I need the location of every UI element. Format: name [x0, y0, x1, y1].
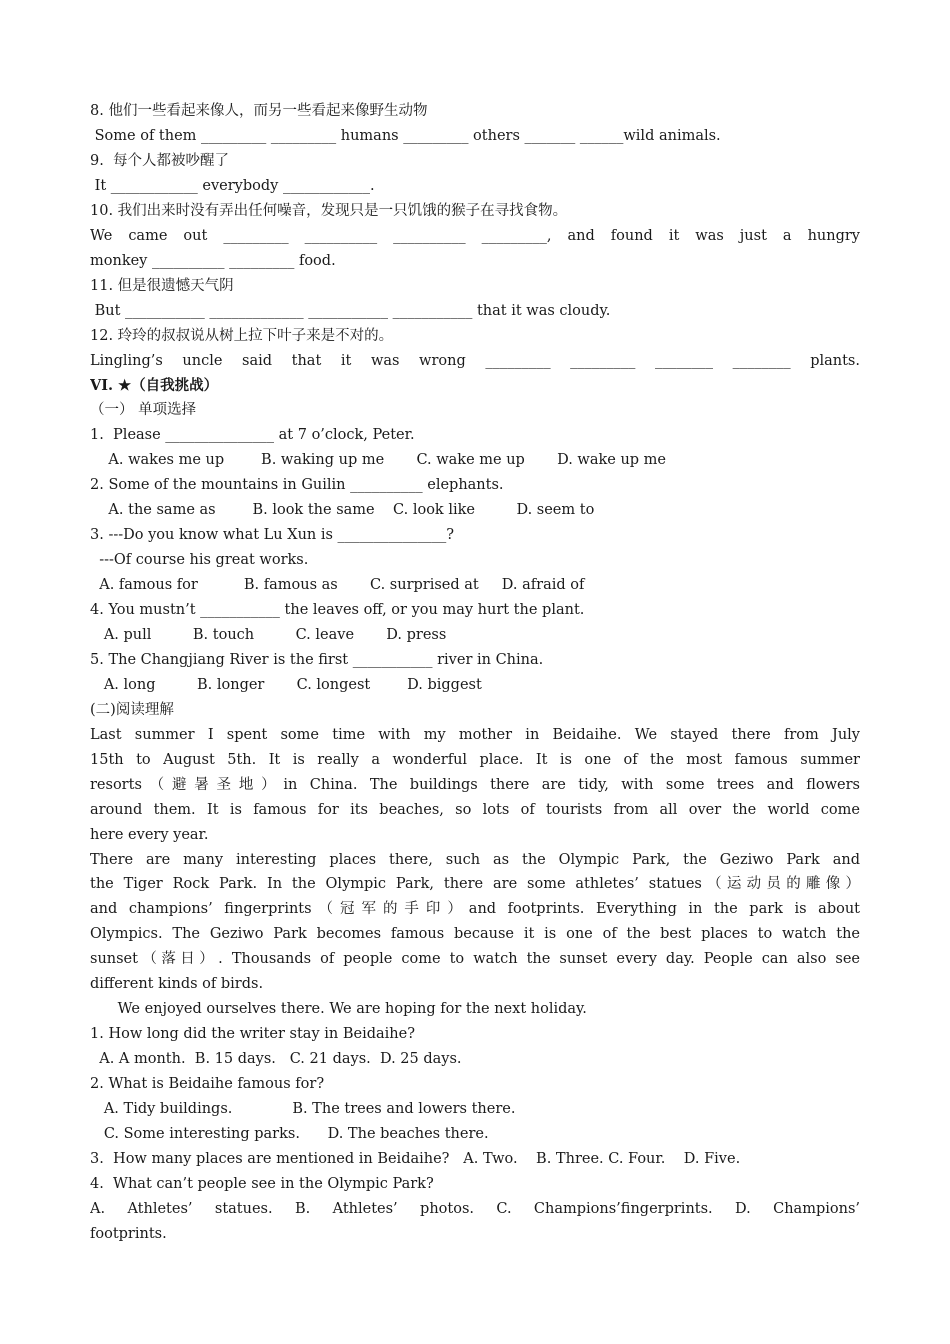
text-line: 4. You mustn’t ___________ the leaves off, or you may hurt the plant. — [90, 602, 585, 618]
text-line: （一） 单项选择 — [90, 402, 197, 419]
text-line: There are many interesting places there, such as the Olympic Park, the Geziwo Park and — [90, 851, 860, 868]
text-line: 3. How many places are mentioned in Beidaihe? A. Two. B. Three. C. Four. D. Five. — [90, 1150, 741, 1167]
text-line: 2. What is Beidaihe famous for? — [90, 1076, 325, 1092]
text-line: A. the same as B. look the same C. look like D. seem to — [90, 502, 595, 519]
text-line: A. famous for B. famous as C. surprised at D. afraid of — [90, 577, 585, 593]
text-line: A. Athletes’ statues. B. Athletes’ photos. C. Champions’fingerprints. D. Champions’ — [90, 1200, 860, 1217]
text-line: 2. Some of the mountains in Guilin __________ elephants. — [90, 477, 504, 494]
text-line: footprints. — [90, 1225, 167, 1242]
text-line: the Tiger Rock Park. In the Olympic Park, there are some athletes’ statues（运动员的雕像） — [90, 876, 860, 893]
text-line: 3. ---Do you know what Lu Xun is _______________? — [90, 527, 455, 544]
text-line: around them. It is famous for its beaches, so lots of tourists from all over the world come — [90, 801, 860, 818]
text-line: But ___________ _____________ ___________ ___________ that it was cloudy. — [90, 302, 611, 319]
text-line: monkey __________ _________ food. — [90, 252, 336, 269]
text-line: Some of them _________ _________ humans _________ others _______ ______wild animals. — [90, 128, 721, 144]
text-line: 1. How long did the writer stay in Beidaihe? — [90, 1026, 415, 1043]
text-line: C. Some interesting parks. D. The beaches there. — [90, 1125, 489, 1142]
text-line: Lingling’s uncle said that it was wrong _________ _________ ________ ________ plants. — [90, 352, 860, 369]
text-line: A. wakes me up B. waking up me C. wake me up D. wake up me — [90, 452, 667, 469]
text-line: We came out _________ __________ __________ _________, and found it was just a hungry — [90, 227, 860, 244]
text-line: 15th to August 5th. It is really a wonderful place. It is one of the most famous summer — [90, 751, 860, 768]
text-line: A. long B. longer C. longest D. biggest — [90, 676, 482, 693]
text-line: and champions’ fingerprints（冠军的手印）and footprints. Everything in the park is about — [90, 901, 860, 918]
text-line: 1. Please _______________ at 7 o’clock, Peter. — [90, 427, 415, 444]
text-line: resorts（避暑圣地）in China. The buildings there are tidy, with some trees and flowers — [90, 776, 860, 793]
text-line: Last summer I spent some time with my mother in Beidaihe. We stayed there from July — [90, 726, 860, 743]
text-line: ---Of course his great works. — [90, 552, 309, 569]
text-line: 9. 每个人都被吵醒了 — [90, 152, 230, 169]
text-line: 11. 但是很遗憾天气阴 — [90, 277, 234, 294]
text-line: VI. ★（自我挑战） — [90, 377, 219, 395]
text-line: A. A month. B. 15 days. C. 21 days. D. 25 days. — [90, 1051, 462, 1068]
text-line: different kinds of birds. — [90, 976, 264, 993]
text-line: Olympics. The Geziwo Park becomes famous because it is one of the best places to watch the — [90, 926, 860, 943]
text-line: 10. 我们出来时没有弄出任何噪音，发现只是一只饥饿的猴子在寻找食物。 — [90, 202, 568, 219]
text-line: sunset（落日）. Thousands of people come to watch the sunset every day. People can also see — [90, 951, 860, 968]
text-line: here every year. — [90, 826, 209, 843]
text-line: A. pull B. touch C. leave D. press — [90, 626, 447, 643]
text-line: 4. What can’t people see in the Olympic Park? — [90, 1175, 434, 1192]
text-line: It ____________ everybody ____________. — [90, 177, 375, 194]
text-line: 12. 玲玲的叔叔说从树上拉下叶子来是不对的。 — [90, 327, 394, 344]
text-line: 8. 他们一些看起来像人，而另一些看起来像野生动物 — [90, 103, 428, 119]
text-line: (二)阅读理解 — [90, 701, 174, 718]
text-line: A. Tidy buildings. B. The trees and lowers there. — [90, 1101, 516, 1117]
text-line: 5. The Changjiang River is the first ___________ river in China. — [90, 651, 544, 668]
text-line: We enjoyed ourselves there. We are hoping for the next holiday. — [90, 1001, 587, 1018]
